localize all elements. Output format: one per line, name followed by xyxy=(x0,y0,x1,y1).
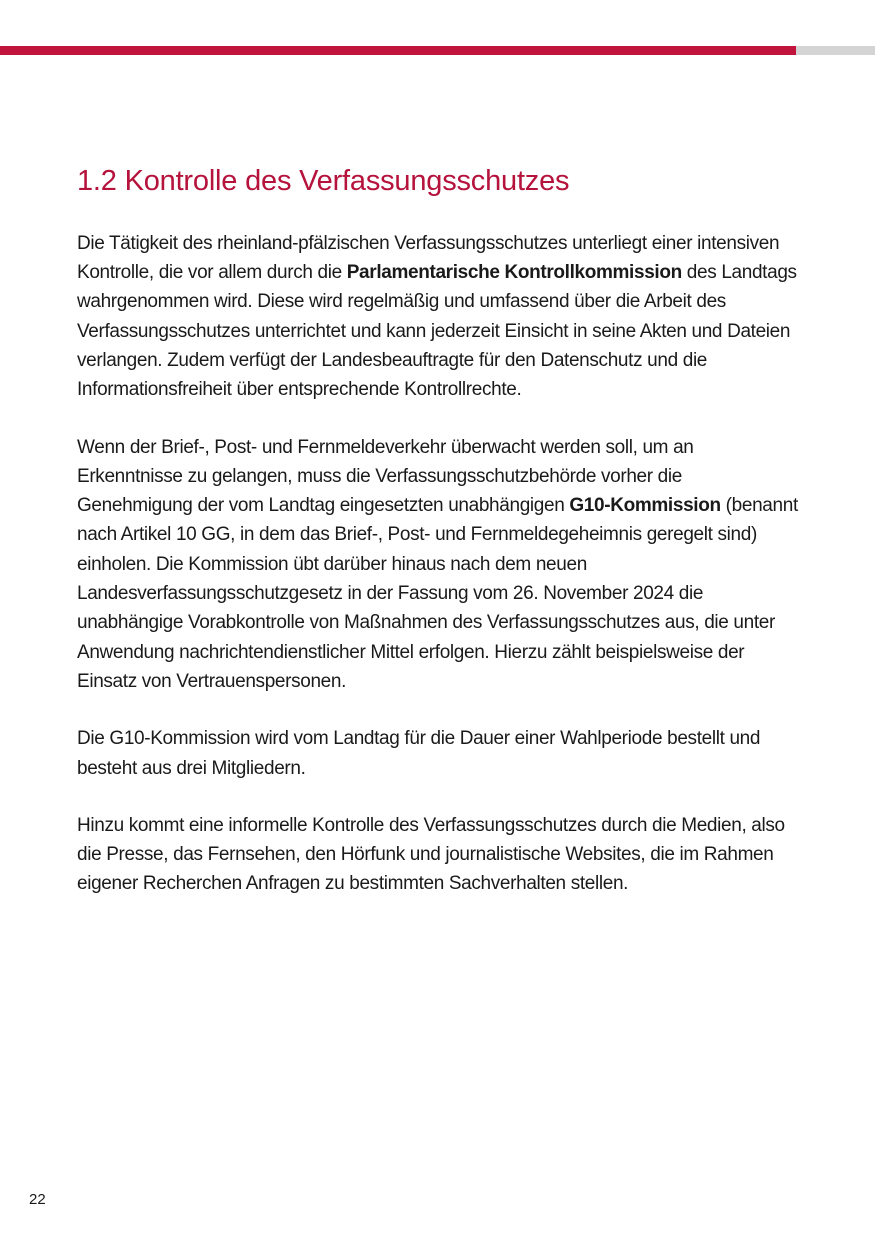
bold-term-pkk: Parlamentarische Kontrollkommission xyxy=(346,262,682,284)
paragraph-medien-kontrolle: Hinzu kommt eine informelle Kontrolle des Verfassungsschutzes durch die Medien, also die Presse, das Fernsehen, den Hörfunk und journalistische Websites, die im Rahmen eigener Recherchen Anfragen zu bestimmten Sachverhalten stellen. xyxy=(77,814,785,895)
paragraph-parlamentarische-kontrolle xyxy=(77,229,802,405)
paragraph-text: Die Tätigkeit des rheinland-pfälzischen Verfassungsschutzes unterliegt einer intensiven Kontrolle, die vor allem durch die xyxy=(77,232,780,284)
header-accent-bar xyxy=(0,46,796,55)
paragraph-g10-bestellung: Die G10-Kommission wird vom Landtag für die Dauer einer Wahlperiode bestellt und besteht aus drei Mitgliedern. xyxy=(77,728,761,779)
paragraph-g10-kommission xyxy=(77,433,802,697)
header-secondary-bar xyxy=(796,46,875,55)
bold-term-g10: G10-Kommission xyxy=(569,495,721,517)
section-title: 1.2 Kontrolle des Verfassungsschutzes xyxy=(77,165,570,197)
page-content xyxy=(77,164,802,927)
paragraph-text: (benannt nach Artikel 10 GG, in dem das Brief-, Post- und Fernmeldegeheimnis geregelt sind) einholen. Die Kommission übt darüber hinaus nach dem neuen Landesverfassungsschutzgesetz in der Fassung vom 26. November 2024 die unabhängige Vorabkontrolle von Maßnahmen des Verfassungsschutzes aus, die unter Anwendung nachrichtendienstlicher Mittel erfolgen. Hierzu zählt beispielsweise der Einsatz von Vertrauenspersonen. xyxy=(77,495,798,692)
paragraph-text: des Landtags wahrgenommen wird. Diese wird regelmäßig und umfassend über die Arbeit des Verfassungsschutzes unterrichtet und kann jederzeit Einsicht in seine Akten und Dateien verlangen. Zudem verfügt der Landesbeauftragte für den Datenschutz und die Informationsfreiheit über entsprechende Kontrollrechte. xyxy=(77,262,797,401)
page-number: 22 xyxy=(29,1191,46,1208)
paragraph-text: Wenn der Brief-, Post- und Fernmeldeverkehr überwacht werden soll, um an Erkenntnisse zu gelangen, muss die Verfassungsschutzbehörde vorher die Genehmigung der vom Landtag eingesetzten unabhängigen xyxy=(77,436,694,517)
